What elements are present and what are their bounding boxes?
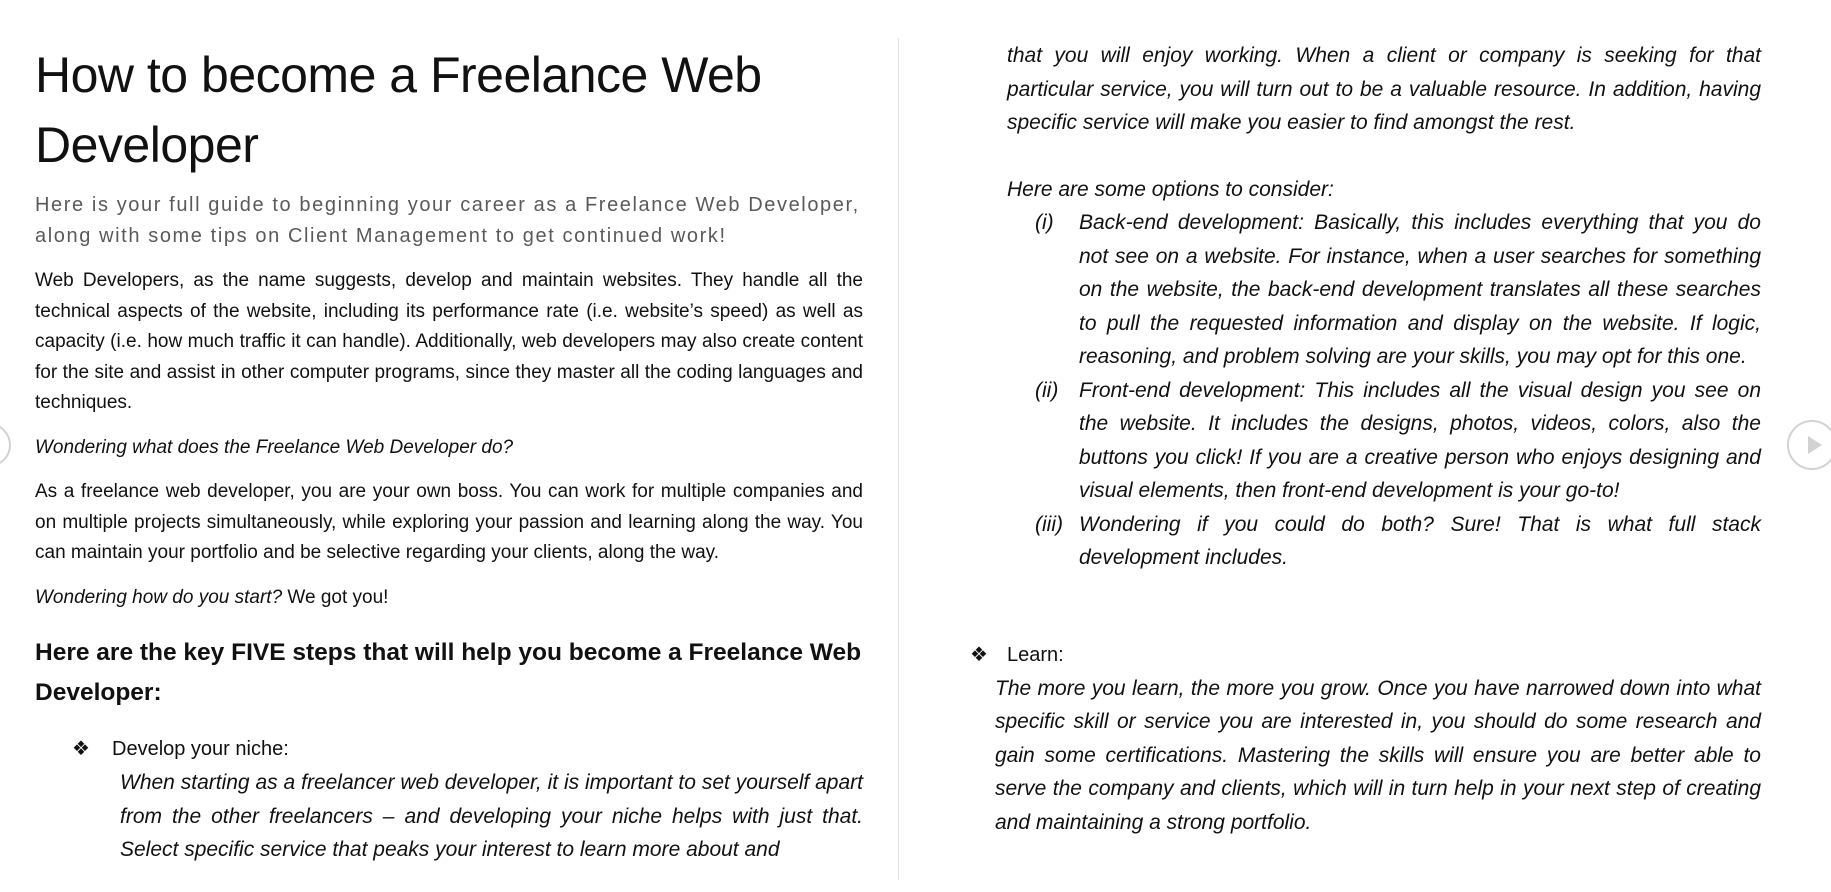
bullet-learn-body: The more you learn, the more you grow. Once you have narrowed down into what specific skill or service you are interested in, you should do some research and gain some certifications. Mastering the skills will ensure you are better able to serve the company and clients, which will in turn help in your next step of creating and maintaining a strong portfolio.: [995, 676, 1761, 834]
option-number: (ii): [1035, 378, 1059, 402]
next-page-button[interactable]: [1787, 420, 1831, 470]
diamond-bullet-icon: ❖: [72, 738, 90, 760]
next-page-icon: [1789, 422, 1831, 468]
diamond-bullet-icon: ❖: [970, 643, 988, 666]
option-text: Front-end development: This includes all the visual design you see on the website. It includes the designs, photos, videos, colors, also the buttons you click! If you are a creative person who enjoys designing and visual elements, then front-end development is your go-to!: [1079, 378, 1761, 502]
option-fullstack: [1035, 508, 1761, 575]
bullet-develop-niche: [35, 733, 863, 766]
bullet-develop-niche-body: When starting as a freelancer web developer, it is important to set yourself apart from the other freelancers – and developing your niche helps with just that. Select specific service that peaks your interest to learn more about and: [120, 771, 863, 861]
question-start-italic: Wondering how do you start?: [35, 586, 283, 608]
continued-paragraph: that you will enjoy working. When a client or company is seeking for that particular service, you will turn out to be a valuable resource. In addition, having specific service will make you easier to find amongst the rest.: [1007, 44, 1761, 134]
option-number: (i): [1035, 211, 1054, 234]
question-start: [35, 583, 863, 614]
freelance-paragraph: As a freelance web developer, you are your own boss. You can work for multiple companies and on multiple projects simultaneously, while exploring your passion and learning along the way. You can maintain your portfolio and be selective regarding your clients, along the way.: [35, 481, 863, 563]
options-intro: Here are some options to consider:: [1007, 177, 1334, 201]
option-text: Wondering if you could do both? Sure! That is what full stack development includes.: [1079, 512, 1761, 569]
steps-heading: Here are the key FIVE steps that will help you become a Freelance Web Developer:: [35, 639, 862, 706]
options-list: [1035, 206, 1761, 575]
option-backend: [1035, 206, 1761, 374]
page-title: How to become a Freelance Web Developer: [35, 47, 762, 173]
option-text: Back-end development: Basically, this includes everything that you do not see on a website. For instance, when a user searches for something on the website, the back-end development translates all these searches to pull the requested information and display on the website. If logic, reasoning, and problem solving are your skills, you may opt for this one.: [1079, 211, 1761, 368]
bullet-learn: [970, 639, 1761, 672]
question-start-rest: We got you!: [282, 586, 389, 608]
left-page: [35, 40, 863, 867]
previous-page-button[interactable]: [0, 423, 11, 467]
previous-page-icon: [0, 425, 13, 469]
bullet-label: Develop your niche:: [112, 738, 289, 760]
question-what: Wondering what does the Freelance Web Developer do?: [35, 436, 514, 458]
option-frontend: [1035, 374, 1761, 508]
option-number: (iii): [1035, 512, 1063, 536]
intro-paragraph: Web Developers, as the name suggests, develop and maintain websites. They handle all the technical aspects of the website, including its performance rate (i.e. website’s speed) as well as capacity (i.e. how much traffic it can handle). Additionally, web developers may also create content for the site and assist in other computer programs, since they master all the coding languages and techniques.: [35, 270, 863, 413]
page-divider: [898, 38, 899, 880]
right-page: [970, 40, 1761, 839]
bullet-label: Learn:: [1007, 643, 1064, 666]
page-subtitle: Here is your full guide to beginning your career as a Freelance Web Developer, along with some tips on Client Management to get continued work!: [35, 194, 860, 247]
